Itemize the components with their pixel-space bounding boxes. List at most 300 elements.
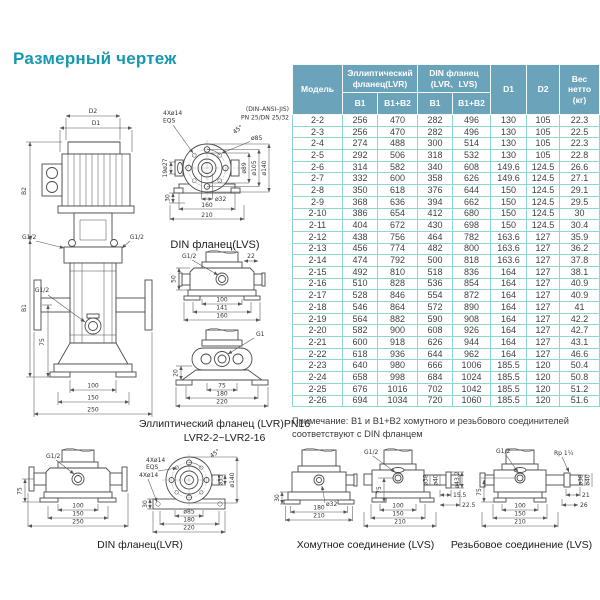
table-row — [293, 395, 600, 407]
dim-label: 100 — [87, 382, 99, 390]
cell-weight: 50.4 — [560, 360, 600, 372]
cell-b1b2: 900 — [378, 325, 418, 337]
col-header-b1: B1 — [343, 93, 378, 115]
cell-weight: 29.5 — [560, 196, 600, 208]
dim-label: 26 — [580, 502, 588, 509]
cell-b1b2: 872 — [453, 290, 491, 302]
cell-b1b2: 774 — [378, 243, 418, 255]
cell-b1: 256 — [343, 126, 378, 138]
cell-weight: 22.8 — [560, 150, 600, 162]
cell-b1: 536 — [418, 278, 453, 290]
cell-model: 2-2 — [293, 115, 343, 127]
cell-model: 2-21 — [293, 337, 343, 349]
cell-b1: 456 — [343, 243, 378, 255]
cell-b1b2: 810 — [378, 266, 418, 278]
col-header-model: Модель — [293, 65, 343, 115]
cell-weight: 42.7 — [560, 325, 600, 337]
cell-model: 2-26 — [293, 395, 343, 407]
cell-b1b2: 644 — [453, 185, 491, 197]
cell-d1: 163.6 — [491, 243, 527, 255]
cell-weight: 37.8 — [560, 255, 600, 267]
holes-label: EQS — [163, 117, 176, 125]
cell-d2: 120 — [527, 383, 560, 395]
thread-label: Rp 1¼ — [554, 450, 574, 457]
cell-d2: 127 — [527, 255, 560, 267]
dim-label: 210 — [313, 512, 325, 520]
caption-clamp-connection: Хомутное соединение (LVS) — [296, 539, 435, 551]
cell-b1: 666 — [418, 360, 453, 372]
drawing-din-flange-lvs-top-view — [155, 100, 295, 245]
cell-model: 2-24 — [293, 372, 343, 384]
port-label: G1/2 — [46, 453, 61, 460]
cell-model: 2-8 — [293, 185, 343, 197]
cell-model: 2-15 — [293, 266, 343, 278]
cell-b1b2: 890 — [453, 302, 491, 314]
dim-label: 180 — [183, 516, 195, 524]
holes-label: 4Xø14 — [163, 110, 183, 117]
cell-b1b2: 962 — [453, 348, 491, 360]
cell-d1: 164 — [491, 325, 527, 337]
dim-label: 180 — [216, 390, 228, 398]
cell-b1: 300 — [418, 138, 453, 150]
cell-weight: 27.1 — [560, 173, 600, 185]
cell-b1b2: 944 — [453, 337, 491, 349]
cell-b1b2: 882 — [378, 313, 418, 325]
table-row — [293, 383, 600, 395]
cell-d2: 105 — [527, 150, 560, 162]
cell-b1b2: 1042 — [453, 383, 491, 395]
dim-label: ø38 — [577, 474, 585, 486]
cell-b1: 702 — [418, 383, 453, 395]
cell-d1: 164 — [491, 302, 527, 314]
dim-label: 100 — [72, 502, 84, 510]
dim-label: 50 — [170, 275, 178, 283]
dim-label: 250 — [87, 406, 99, 414]
dim-label: 20 — [172, 369, 180, 377]
standard-label: (DIN–ANSI–JIS) — [245, 106, 289, 113]
cell-b1: 404 — [343, 220, 378, 232]
cell-model: 2-16 — [293, 278, 343, 290]
table-row — [293, 231, 600, 243]
dim-label: 19ø27 — [162, 158, 169, 178]
cell-b1: 386 — [343, 208, 378, 220]
cell-b1: 644 — [418, 348, 453, 360]
dim-label: ø89 — [241, 162, 248, 174]
dim-label: D2 — [88, 108, 98, 115]
dim-label: 210 — [201, 212, 213, 219]
cell-b1: 274 — [343, 138, 378, 150]
cell-b1: 318 — [418, 150, 453, 162]
port-label: G1/2 — [22, 234, 37, 241]
dim-label: 150 — [87, 394, 99, 402]
table-row — [293, 150, 600, 162]
cell-weight: 22.3 — [560, 115, 600, 127]
drawing-din-flange-lvr-front-view — [14, 448, 136, 534]
caption-line: LVR2-2~LVR2-16 — [183, 432, 266, 444]
cell-d2: 127 — [527, 231, 560, 243]
drawing-clamp-connection-front-view — [364, 448, 480, 528]
cell-b1: 608 — [418, 325, 453, 337]
cell-d2: 127 — [527, 325, 560, 337]
cell-b1b2: 470 — [378, 126, 418, 138]
cell-d2: 127 — [527, 243, 560, 255]
drawing-clamp-connection-top-view — [276, 448, 368, 526]
cell-d2: 124.5 — [527, 161, 560, 173]
pump-outline — [284, 449, 357, 505]
cell-b1: 412 — [418, 208, 453, 220]
dim-label: 75 — [218, 382, 226, 390]
table-row — [293, 185, 600, 197]
cell-weight: 51.2 — [560, 383, 600, 395]
cell-b1b2: 998 — [378, 372, 418, 384]
cell-d1: 164 — [491, 278, 527, 290]
cell-d2: 127 — [527, 313, 560, 325]
cell-b1: 464 — [418, 231, 453, 243]
cell-b1: 694 — [343, 395, 378, 407]
pump-outline — [34, 142, 152, 377]
cell-weight: 46.6 — [560, 348, 600, 360]
cell-b1: 282 — [418, 126, 453, 138]
dim-label: 22 — [247, 253, 255, 260]
cell-b1b2: 800 — [453, 243, 491, 255]
cell-d1: 185.5 — [491, 383, 527, 395]
cell-b1: 376 — [418, 185, 453, 197]
cell-model: 2-18 — [293, 302, 343, 314]
cell-b1: 510 — [343, 278, 378, 290]
cell-b1b2: 1024 — [453, 372, 491, 384]
cell-b1b2: 1034 — [378, 395, 418, 407]
cell-b1b2: 918 — [378, 337, 418, 349]
port-label: G1/2 — [34, 287, 50, 294]
cell-b1: 492 — [343, 266, 378, 278]
cell-b1: 438 — [343, 231, 378, 243]
cell-b1: 626 — [418, 337, 453, 349]
cell-b1: 658 — [343, 372, 378, 384]
dim-label: 75 — [39, 338, 46, 346]
cell-weight: 50.8 — [560, 372, 600, 384]
cell-b1b2: 618 — [378, 185, 418, 197]
cell-b1b2: 1006 — [453, 360, 491, 372]
cell-b1: 358 — [418, 173, 453, 185]
col-header-elliptical-flange: Эллиптический фланец(LVR) — [343, 65, 418, 93]
caption-line: Эллиптический фланец (LVR)PN16 — [138, 418, 311, 430]
cell-b1b2: 600 — [378, 173, 418, 185]
table-row — [293, 208, 600, 220]
dim-label: ø32 — [215, 196, 227, 203]
dim-label: B1 — [21, 304, 28, 312]
col-header-weight: Вес нетто (кг) — [560, 65, 600, 115]
cell-b1b2: 470 — [378, 115, 418, 127]
table-row — [293, 372, 600, 384]
dim-label: 150 — [514, 510, 526, 518]
table-row — [293, 313, 600, 325]
dim-label: 150 — [72, 510, 84, 518]
cell-model: 2-13 — [293, 243, 343, 255]
cell-b1b2: 582 — [378, 161, 418, 173]
cell-model: 2-23 — [293, 360, 343, 372]
table-row — [293, 290, 600, 302]
table-row — [293, 196, 600, 208]
dim-label: 160 — [216, 312, 228, 320]
cell-model: 2-20 — [293, 325, 343, 337]
cell-d2: 127 — [527, 337, 560, 349]
cell-b1b2: 608 — [453, 161, 491, 173]
cell-b1b2: 532 — [453, 150, 491, 162]
cell-d1: 185.5 — [491, 360, 527, 372]
caption-lvr-elliptical-flange — [132, 417, 317, 445]
dim-label: ø38 — [422, 474, 430, 486]
cell-b1b2: 514 — [453, 138, 491, 150]
drawing-din-flange-lvr-top-view — [138, 446, 263, 538]
dim-label: 220 — [183, 524, 195, 532]
cell-b1: 368 — [343, 196, 378, 208]
dim-label: 150 — [392, 510, 404, 518]
holes-label: 4Xø14 — [146, 457, 166, 464]
dim-label: 100 — [514, 502, 526, 510]
col-header-d1: D1 — [491, 65, 527, 115]
table-row — [293, 337, 600, 349]
cell-b1: 528 — [343, 290, 378, 302]
cell-b1b2: 654 — [378, 208, 418, 220]
dim-label: 210 — [394, 518, 406, 526]
dim-label: ø35 — [217, 474, 225, 486]
cell-weight: 40.9 — [560, 278, 600, 290]
cell-weight: 30 — [560, 208, 600, 220]
holes-label: 4Xø14 — [139, 472, 159, 479]
dim-label: 30 — [164, 194, 172, 202]
cell-b1: 600 — [343, 337, 378, 349]
cell-b1: 618 — [343, 348, 378, 360]
cell-model: 2-7 — [293, 173, 343, 185]
cell-d1: 185.5 — [491, 395, 527, 407]
cell-b1b2: 756 — [378, 231, 418, 243]
cell-b1b2: 792 — [378, 255, 418, 267]
dim-label: 100 — [216, 296, 228, 304]
dim-label: 75 — [16, 487, 24, 495]
cell-b1: 590 — [418, 313, 453, 325]
cell-b1b2: 636 — [378, 196, 418, 208]
cell-d1: 164 — [491, 313, 527, 325]
cell-weight: 36.2 — [560, 243, 600, 255]
cell-d1: 130 — [491, 138, 527, 150]
cell-weight: 22.3 — [560, 138, 600, 150]
cell-d2: 124.5 — [527, 196, 560, 208]
cell-d1: 150 — [491, 208, 527, 220]
cell-b1b2: 846 — [378, 290, 418, 302]
cell-d2: 124.5 — [527, 173, 560, 185]
cell-b1: 546 — [343, 302, 378, 314]
cell-b1: 430 — [418, 220, 453, 232]
cell-b1b2: 698 — [453, 220, 491, 232]
cell-b1: 394 — [418, 196, 453, 208]
cell-d1: 164 — [491, 266, 527, 278]
dim-label: ø32 — [326, 501, 338, 508]
cell-d2: 127 — [527, 302, 560, 314]
page-title: Размерный чертеж — [13, 49, 177, 68]
cell-model: 2-22 — [293, 348, 343, 360]
cell-d1: 185.5 — [491, 372, 527, 384]
cell-d1: 150 — [491, 185, 527, 197]
cell-weight: 30.4 — [560, 220, 600, 232]
cell-b1: 720 — [418, 395, 453, 407]
dim-label: ø105 — [251, 160, 258, 176]
cell-model: 2-12 — [293, 231, 343, 243]
cell-d2: 124.5 — [527, 220, 560, 232]
cell-d2: 120 — [527, 360, 560, 372]
dim-label: 141 — [216, 304, 228, 312]
cell-d2: 105 — [527, 115, 560, 127]
cell-b1: 474 — [343, 255, 378, 267]
cell-b1b2: 936 — [378, 348, 418, 360]
cell-d1: 163.6 — [491, 255, 527, 267]
cell-b1b2: 926 — [453, 325, 491, 337]
port-label: G1/2 — [364, 449, 379, 456]
cell-d1: 149.6 — [491, 161, 527, 173]
cell-d2: 120 — [527, 372, 560, 384]
cell-b1b2: 908 — [453, 313, 491, 325]
dim-label: ø40 — [584, 474, 592, 486]
cell-b1: 350 — [343, 185, 378, 197]
pump-outline — [29, 449, 127, 503]
dim-label: 220 — [216, 398, 228, 406]
dim-label: ø40 — [432, 474, 440, 486]
cell-b1: 684 — [418, 372, 453, 384]
dim-label: 180 — [313, 504, 325, 512]
flange-outline — [174, 140, 241, 200]
cell-d2: 124.5 — [527, 208, 560, 220]
cell-b1b2: 496 — [453, 126, 491, 138]
dim-label: 75 — [476, 488, 483, 496]
cell-d2: 105 — [527, 138, 560, 150]
cell-d2: 127 — [527, 266, 560, 278]
cell-b1b2: 1016 — [378, 383, 418, 395]
cell-model: 2-6 — [293, 161, 343, 173]
cell-weight: 42.2 — [560, 313, 600, 325]
cell-model: 2-17 — [293, 290, 343, 302]
dim-label: ø43.2 — [454, 471, 461, 489]
cell-weight: 26.6 — [560, 161, 600, 173]
table-row — [293, 220, 600, 232]
table-row — [293, 302, 600, 314]
cell-weight: 35.9 — [560, 231, 600, 243]
dim-label: ø85 — [183, 508, 195, 516]
cell-b1b2: 672 — [378, 220, 418, 232]
cell-b1: 340 — [418, 161, 453, 173]
cell-weight: 38.1 — [560, 266, 600, 278]
dim-label: 30 — [142, 500, 149, 508]
drawing-threaded-connection-front-view — [478, 448, 600, 528]
cell-b1b2: 488 — [378, 138, 418, 150]
table-note — [292, 415, 594, 441]
table-row — [293, 138, 600, 150]
cell-b1: 554 — [418, 290, 453, 302]
dim-label: 100 — [392, 502, 404, 510]
cell-b1: 582 — [343, 325, 378, 337]
cell-b1b2: 680 — [453, 208, 491, 220]
cell-b1b2: 626 — [453, 173, 491, 185]
cell-d2: 127 — [527, 348, 560, 360]
standard-label: PN 25/DN 25/32 — [241, 114, 289, 122]
table-row — [293, 278, 600, 290]
port-label: G1/2 — [496, 448, 511, 455]
col-header-din-flange: DIN фланец (LVR、LVS) — [418, 65, 491, 93]
dim-label: ø140 — [261, 160, 268, 176]
dim-label: 210 — [514, 518, 526, 526]
cell-d1: 164 — [491, 290, 527, 302]
cell-model: 2-3 — [293, 126, 343, 138]
dim-label: 75 — [376, 486, 383, 494]
cell-model: 2-11 — [293, 220, 343, 232]
port-label: G1 — [256, 331, 265, 338]
cell-b1: 292 — [343, 150, 378, 162]
holes-label: EQS — [146, 464, 159, 471]
drawing-pump-front-view — [8, 92, 158, 427]
cell-b1b2: 782 — [453, 231, 491, 243]
dim-label: 21 — [582, 492, 590, 499]
cell-b1: 282 — [418, 115, 453, 127]
caption-din-flange-lvs: DIN фланец(LVS) — [170, 239, 260, 251]
table-row — [293, 243, 600, 255]
table-row — [293, 255, 600, 267]
col-header-b1b2: B1+B2 — [378, 93, 418, 115]
cell-b1: 500 — [418, 255, 453, 267]
note-line: соответствуют с DIN фланцем — [292, 429, 423, 439]
note-line: Примечание: B1 и B1+B2 хомутного и резьбового соединителей — [292, 416, 569, 426]
cell-b1b2: 836 — [453, 266, 491, 278]
dim-label: 160 — [201, 202, 213, 209]
cell-b1b2: 496 — [453, 115, 491, 127]
cell-b1b2: 506 — [378, 150, 418, 162]
cell-b1: 572 — [418, 302, 453, 314]
cell-d1: 130 — [491, 150, 527, 162]
cell-d1: 149.6 — [491, 173, 527, 185]
cell-weight: 22.5 — [560, 126, 600, 138]
cell-model: 2-14 — [293, 255, 343, 267]
cell-d1: 164 — [491, 337, 527, 349]
cell-weight: 40.9 — [560, 290, 600, 302]
cell-b1: 518 — [418, 266, 453, 278]
angle-label: 45° — [231, 123, 245, 136]
cell-d2: 127 — [527, 278, 560, 290]
dim-label: 30 — [274, 494, 281, 502]
cell-model: 2-5 — [293, 150, 343, 162]
pump-outline — [176, 329, 268, 386]
table-row — [293, 173, 600, 185]
drawing-lvr-front-view — [162, 250, 292, 324]
cell-model: 2-19 — [293, 313, 343, 325]
caption-din-flange-lvr: DIN фланец(LVR) — [97, 539, 183, 551]
dim-label: ø140 — [229, 472, 236, 488]
cell-d1: 150 — [491, 220, 527, 232]
cell-model: 2-4 — [293, 138, 343, 150]
dim-label: 15.5 — [453, 492, 467, 499]
table-row — [293, 325, 600, 337]
cell-d1: 163.6 — [491, 231, 527, 243]
cell-b1b2: 864 — [378, 302, 418, 314]
cell-d2: 124.5 — [527, 185, 560, 197]
cell-d2: 127 — [527, 290, 560, 302]
cell-b1: 640 — [343, 360, 378, 372]
table-row — [293, 360, 600, 372]
cell-d2: 120 — [527, 395, 560, 407]
dim-label: D1 — [91, 120, 101, 127]
cell-b1: 314 — [343, 161, 378, 173]
drawing-lvr-elliptical-flange-view — [162, 328, 292, 412]
cell-weight: 43.1 — [560, 337, 600, 349]
cell-d1: 164 — [491, 348, 527, 360]
cell-weight: 51.6 — [560, 395, 600, 407]
cell-weight: 29.1 — [560, 185, 600, 197]
